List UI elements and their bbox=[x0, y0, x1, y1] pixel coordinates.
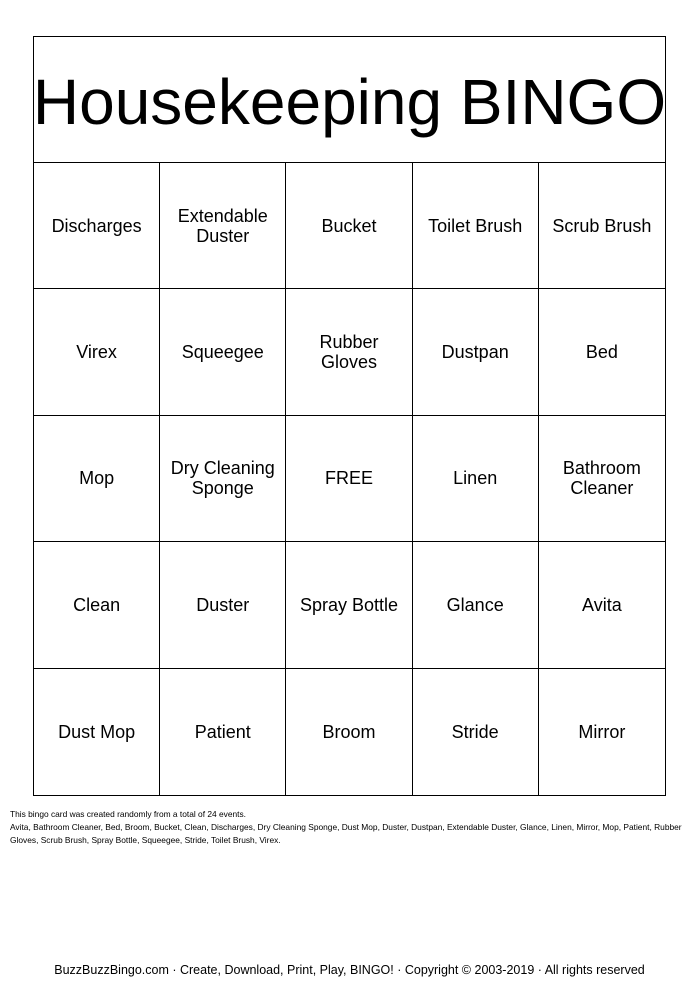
bingo-cell: Dust Mop bbox=[34, 669, 160, 795]
bingo-cell: Spray Bottle bbox=[286, 542, 412, 668]
bingo-cell: Toilet Brush bbox=[413, 163, 539, 289]
card-info bbox=[10, 808, 690, 847]
bingo-cell: Dry Cleaning Sponge bbox=[160, 416, 286, 542]
bingo-cell: Rubber Gloves bbox=[286, 289, 412, 415]
bingo-cell: Mop bbox=[34, 416, 160, 542]
bingo-cell: Mirror bbox=[578, 721, 626, 742]
card-title: Housekeeping BINGO bbox=[32, 65, 667, 138]
bingo-cell: Discharges bbox=[34, 163, 160, 289]
info-summary: This bingo card was created randomly from a total of 24 events. bbox=[10, 809, 247, 819]
bingo-cell: Extendable Duster bbox=[160, 163, 286, 289]
free-cell: FREE bbox=[286, 416, 412, 542]
bingo-cell: Broom bbox=[286, 669, 412, 795]
bingo-cell: Bathroom Cleaner bbox=[539, 416, 665, 542]
bingo-cell: Bed bbox=[539, 289, 665, 415]
bingo-grid bbox=[34, 163, 665, 795]
bingo-card bbox=[33, 36, 666, 796]
bingo-cell: Patient bbox=[160, 669, 286, 795]
bingo-cell: Clean bbox=[34, 542, 160, 668]
title-cell bbox=[34, 37, 665, 163]
bingo-cell: Duster bbox=[160, 542, 286, 668]
bingo-cell: Dustpan bbox=[413, 289, 539, 415]
footer: BuzzBuzzBingo.com · Create, Download, Print, Play, BINGO! · Copyright © 2003-2019 · All rights reserved bbox=[54, 963, 645, 977]
bingo-cell: Glance bbox=[413, 542, 539, 668]
bingo-cell: Bucket bbox=[286, 163, 412, 289]
bingo-cell: Avita bbox=[539, 542, 665, 668]
bingo-cell: Stride bbox=[413, 669, 539, 795]
bingo-cell: Scrub Brush bbox=[539, 163, 665, 289]
bingo-cell: Virex bbox=[34, 289, 160, 415]
bingo-cell: Linen bbox=[413, 416, 539, 542]
info-event-list: Avita, Bathroom Cleaner, Bed, Broom, Bucket, Clean, Discharges, Dry Cleaning Sponge, Dust Mop, Duster, Dustpan, Extendable Duster, Glance, Linen, Mirror, Mop, Patient, Rubber Gloves, Scrub Brush, Spray Bottle, Squeegee, Stride, Toilet Brush, Virex. bbox=[10, 822, 682, 845]
bingo-cell: Squeegee bbox=[160, 289, 286, 415]
